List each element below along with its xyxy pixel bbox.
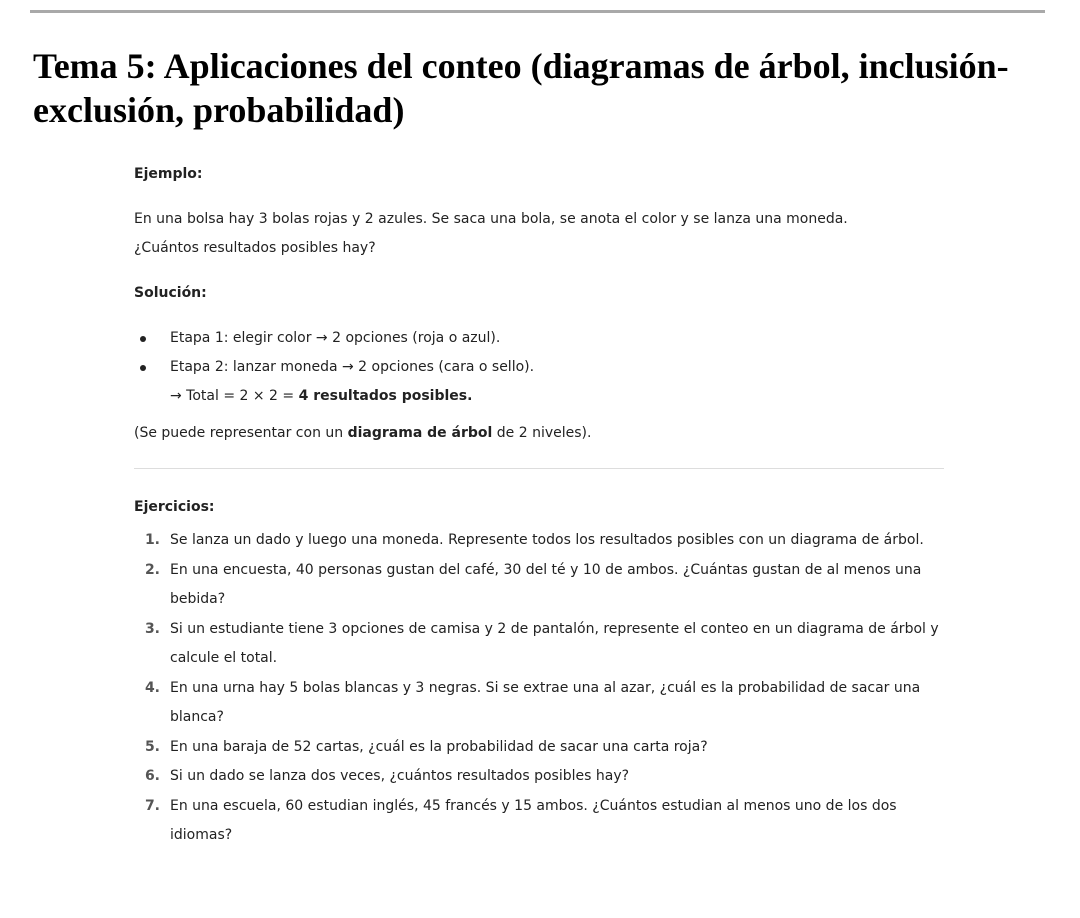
exercise-text: Se lanza un dado y luego una moneda. Represente todos los resultados posibles con un diagrama de árbol. — [170, 532, 924, 548]
example-text-1: En una bolsa hay 3 bolas rojas y 2 azules. Se saca una bola, se anota el color y se lanza una moneda. — [134, 211, 848, 227]
section-divider — [134, 468, 944, 469]
exercise-item — [134, 615, 944, 674]
solution-note — [134, 419, 944, 448]
example-text-2: ¿Cuántos resultados posibles hay? — [134, 240, 376, 256]
exercises-label: Ejercicios: — [134, 499, 215, 515]
exercise-item — [134, 526, 944, 556]
exercise-list — [134, 526, 944, 851]
exercise-text: En una escuela, 60 estudian inglés, 45 francés y 15 ambos. ¿Cuántos estudian al menos uno de los dos idiomas? — [170, 797, 897, 843]
exercise-text: En una urna hay 5 bolas blancas y 3 negras. Si se extrae una al azar, ¿cuál es la probabilidad de sacar una blanca? — [170, 679, 921, 725]
exercise-number: 6. — [144, 768, 160, 784]
top-divider — [30, 10, 1045, 13]
note-text: (Se puede representar con un — [134, 425, 348, 441]
note-bold: diagrama de árbol — [347, 425, 493, 441]
list-item: Etapa 2: lanzar moneda → 2 opciones (cara o sello). — [134, 353, 944, 382]
note-suffix: de 2 niveles). — [492, 425, 592, 441]
exercise-number: 2. — [144, 561, 160, 578]
exercise-item — [134, 556, 944, 615]
solution-label: Solución: — [134, 285, 207, 301]
exercise-number: 7. — [144, 797, 160, 814]
exercise-text: En una baraja de 52 cartas, ¿cuál es la probabilidad de sacar una carta roja? — [170, 738, 708, 755]
exercise-item — [134, 674, 944, 733]
total-text: → Total = 2 × 2 = — [170, 388, 299, 404]
exercise-number: 3. — [144, 620, 160, 637]
example-label: Ejemplo: — [134, 166, 203, 182]
exercise-item — [134, 733, 944, 763]
solution-total — [134, 382, 944, 411]
exercise-text: Si un estudiante tiene 3 opciones de camisa y 2 de pantalón, represente el conteo en un diagrama de árbol y calcule el total. — [170, 620, 939, 666]
exercise-number: 5. — [144, 738, 160, 755]
total-result: 4 resultados posibles. — [298, 388, 473, 404]
exercise-text: Si un dado se lanza dos veces, ¿cuántos resultados posibles hay? — [170, 768, 630, 784]
page-title: Tema 5: Aplicaciones del conteo (diagramas de árbol, inclusión-exclusión, probabilidad) — [33, 46, 1009, 130]
solution-list — [134, 324, 944, 382]
list-item: Etapa 1: elegir color → 2 opciones (roja o azul). — [134, 324, 944, 353]
content — [134, 160, 944, 851]
exercise-number: 4. — [144, 679, 160, 696]
exercise-text: En una encuesta, 40 personas gustan del café, 30 del té y 10 de ambos. ¿Cuántas gustan de al menos una bebida? — [170, 561, 922, 607]
exercise-number: 1. — [144, 532, 160, 548]
exercise-item — [134, 762, 944, 792]
exercise-item — [134, 792, 944, 851]
